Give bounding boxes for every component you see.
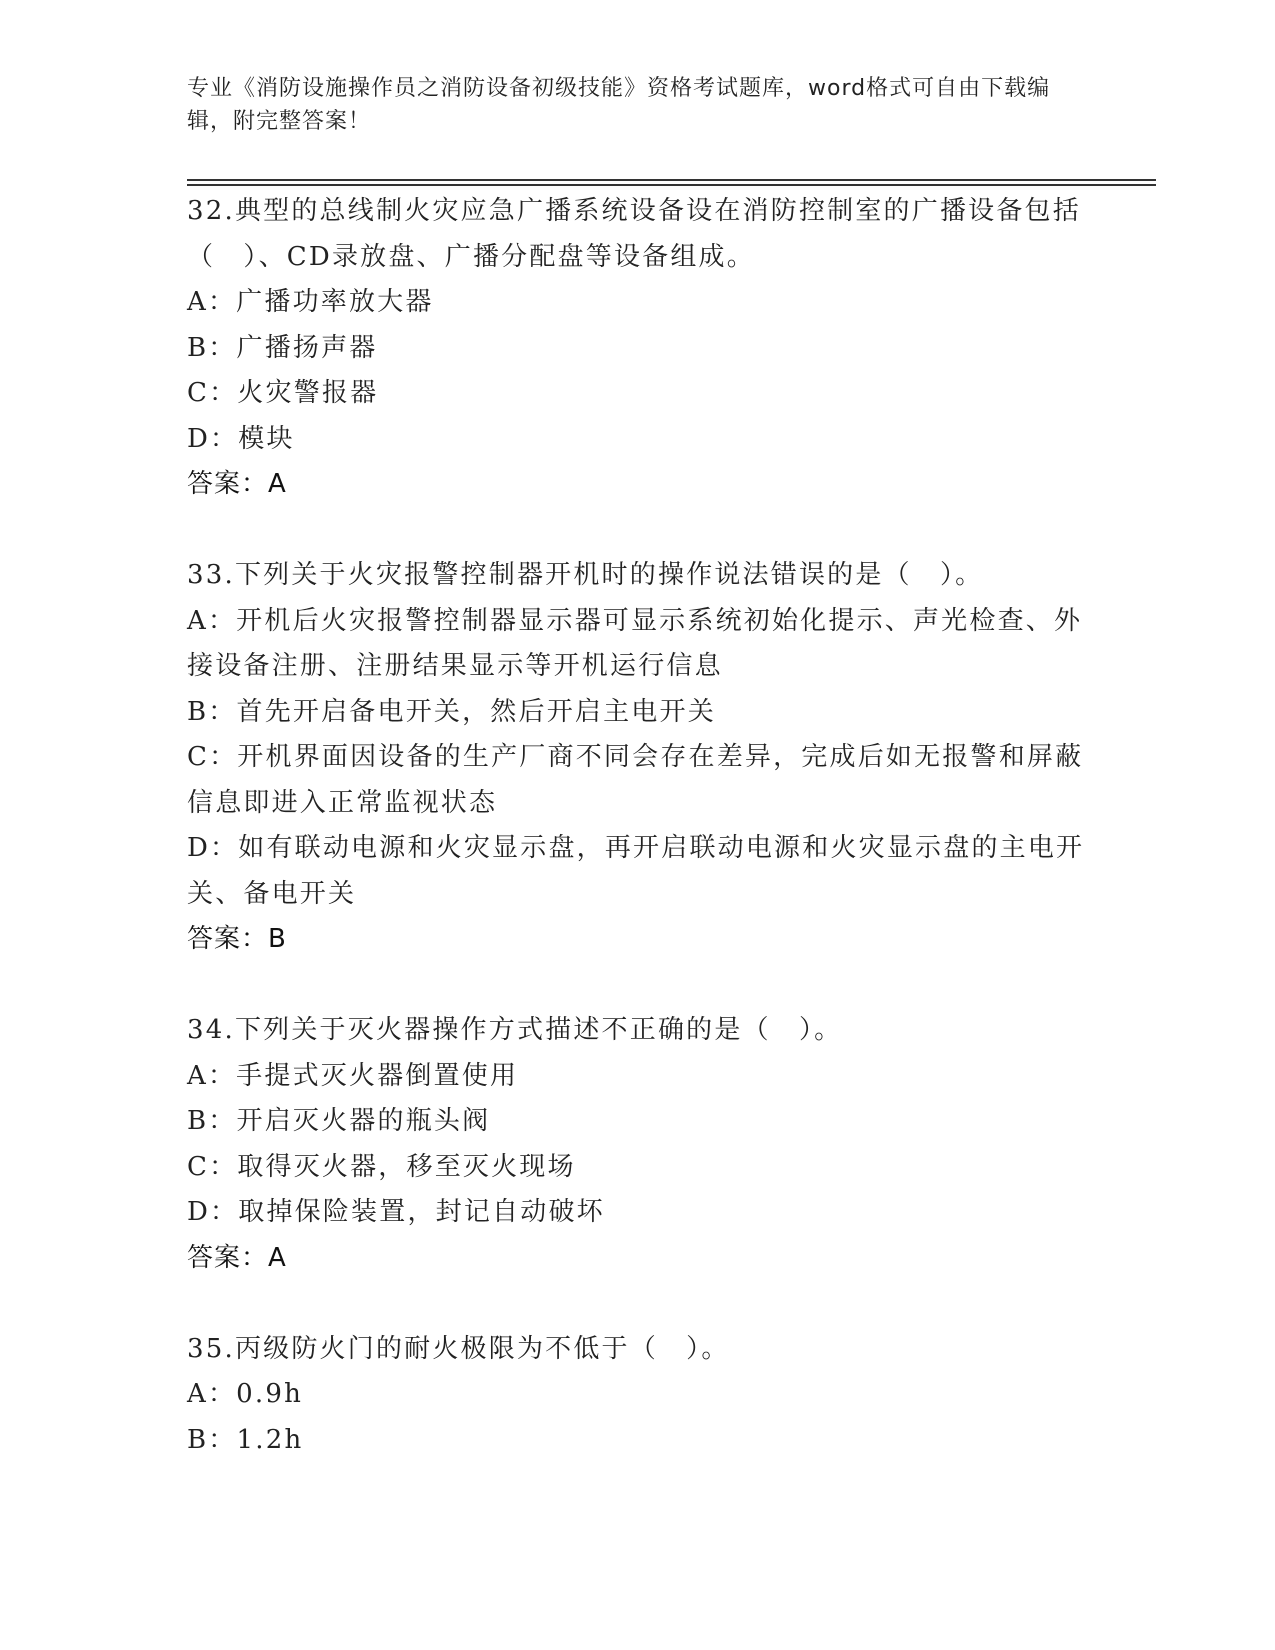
option-c: C：取得灭火器，移至灭火现场 xyxy=(187,1151,576,1182)
question-list xyxy=(187,189,1087,1463)
answer-label: 答案：A xyxy=(187,1242,287,1273)
option-a: A：0.9h xyxy=(187,1379,304,1409)
option-b: B：1.2h xyxy=(187,1424,304,1455)
option-c: C：火灾警报器 xyxy=(187,378,379,408)
question-text: 35.丙级防火门的耐火极限为不低于（ ）。 xyxy=(187,1333,730,1364)
option-b: B：广播扬声器 xyxy=(187,332,378,363)
option-a: A：广播功率放大器 xyxy=(187,287,434,317)
question-spacer xyxy=(187,1281,1087,1327)
question-spacer xyxy=(187,508,1087,554)
answer-label: 答案：B xyxy=(187,924,287,954)
answer-label: 答案：A xyxy=(187,469,287,499)
option-c: C：开机界面因设备的生产厂商不同会存在差异，完成后如无报警和屏蔽信息即进入正常监视状态 xyxy=(187,742,1084,818)
question-34 xyxy=(187,1008,1087,1281)
question-text: 32.典型的总线制火灾应急广播系统设备设在消防控制室的广播设备包括（ ）、CD录放盘、广播分配盘等设备组成。 xyxy=(187,196,1081,272)
option-d: D：如有联动电源和火灾显示盘，再开启联动电源和火灾显示盘的主电开关、备电开关 xyxy=(187,833,1085,909)
option-d: D：取掉保险装置，封记自动破坏 xyxy=(187,1197,605,1227)
question-text: 34.下列关于灭火器操作方式描述不正确的是（ ）。 xyxy=(187,1015,843,1045)
option-b: B：开启灭火器的瓶头阀 xyxy=(187,1106,491,1136)
header-divider-bottom xyxy=(187,184,1156,186)
question-text: 33.下列关于火灾报警控制器开机时的操作说法错误的是（ ）。 xyxy=(187,560,984,590)
question-33 xyxy=(187,553,1087,963)
header-divider-top xyxy=(187,179,1156,181)
option-d: D：模块 xyxy=(187,423,295,454)
option-a: A：手提式灭火器倒置使用 xyxy=(187,1060,519,1091)
option-a: A：开机后火灾报警控制器显示器可显示系统初始化提示、声光检查、外接设备注册、注册结果显示等开机运行信息 xyxy=(187,605,1083,681)
document-header: 专业《消防设施操作员之消防设备初级技能》资格考试题库，word格式可自由下载编辑，附完整答案！ xyxy=(187,76,1051,134)
question-35 xyxy=(187,1327,1087,1464)
question-spacer xyxy=(187,963,1087,1009)
option-b: B：首先开启备电开关，然后开启主电开关 xyxy=(187,696,716,727)
question-32 xyxy=(187,189,1087,508)
